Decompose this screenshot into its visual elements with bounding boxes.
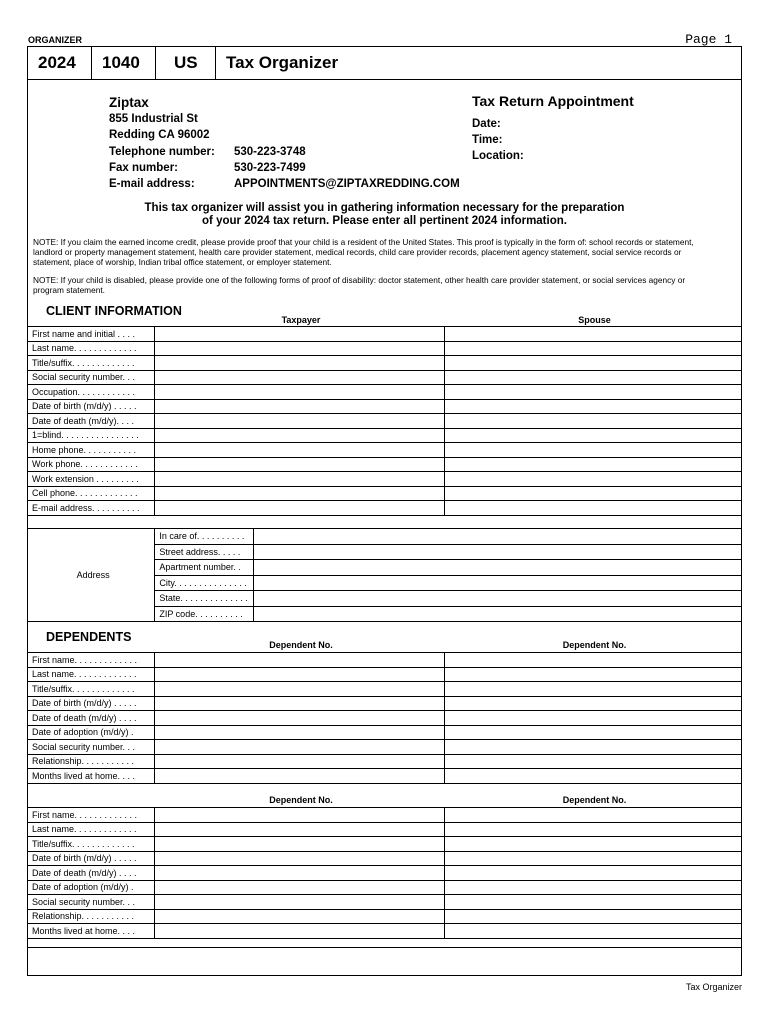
client-row-label: Date of death (m/d/y). . . . (28, 414, 155, 429)
address-field[interactable] (254, 591, 741, 607)
dependent-row-label: Date of birth (m/d/y) . . . . . (28, 851, 155, 866)
dependent-field-left[interactable] (155, 711, 445, 726)
phone-label: Telephone number: (109, 146, 215, 158)
client-row-label: Home phone. . . . . . . . . . . (28, 443, 155, 458)
email-value: APPOINTMENTS@ZIPTAXREDDING.COM (234, 178, 460, 190)
client-field-left[interactable] (155, 428, 445, 443)
client-field-left[interactable] (155, 385, 445, 400)
dependent-4-header: Dependent No. (562, 795, 627, 805)
client-row (28, 414, 741, 429)
client-row-label: Occupation. . . . . . . . . . . . (28, 385, 155, 400)
firm-city: Redding CA 96002 (109, 129, 210, 141)
client-row-label: Date of birth (m/d/y) . . . . . (28, 399, 155, 414)
dependent-field-left[interactable] (155, 822, 445, 837)
client-field-right[interactable] (444, 341, 741, 356)
footer-divider (28, 947, 741, 948)
fax-value: 530-223-7499 (234, 162, 306, 174)
dependent-row (28, 754, 741, 769)
client-row (28, 443, 741, 458)
footer-label: Tax Organizer (685, 982, 742, 992)
dependent-row-label: Date of adoption (m/d/y) . (28, 880, 155, 895)
client-field-right[interactable] (444, 399, 741, 414)
appointment-location-label: Location: (472, 150, 524, 162)
client-field-right[interactable] (444, 370, 741, 385)
dependent-field-left[interactable] (155, 909, 445, 924)
dependent-field-right[interactable] (444, 711, 741, 726)
dependent-row (28, 924, 741, 939)
client-field-left[interactable] (155, 486, 445, 501)
client-field-right[interactable] (444, 385, 741, 400)
note-eic: NOTE: If you claim the earned income credit, please provide proof that your child is a resident of the United States. This proof is typically in the form of: school records or statement, landlord or property management statement, health care provider statement, medical records, child care provider records, placement agency statement, social service records or statement, place of worship, Indian tribal office statement, or employer statement. (33, 237, 694, 267)
dependent-field-left[interactable] (155, 725, 445, 740)
address-sub-label: Apartment number. . (155, 560, 254, 576)
dependent-field-left[interactable] (155, 808, 445, 823)
client-row-label: Social security number. . . (28, 370, 155, 385)
appointment-time-label: Time: (472, 134, 503, 146)
dependent-row-label: Last name. . . . . . . . . . . . . (28, 667, 155, 682)
dependent-row (28, 895, 741, 910)
dependent-row-label: Months lived at home. . . . (28, 769, 155, 784)
dependent-field-left[interactable] (155, 924, 445, 939)
dependent-field-left[interactable] (155, 880, 445, 895)
country: US (156, 47, 216, 79)
dependent-field-right[interactable] (444, 682, 741, 697)
dependent-row-label: First name. . . . . . . . . . . . . (28, 653, 155, 668)
dependents-title: DEPENDENTS (46, 630, 132, 644)
address-table (28, 528, 741, 622)
client-field-left[interactable] (155, 457, 445, 472)
intro-line-2: of your 2024 tax return. Please enter all pertinent 2024 information. (202, 215, 567, 227)
dependent-field-left[interactable] (155, 837, 445, 852)
client-row (28, 327, 741, 342)
dependent-row (28, 880, 741, 895)
dependent-row (28, 667, 741, 682)
client-field-left[interactable] (155, 356, 445, 371)
client-row-label: First name and initial . . . . (28, 327, 155, 342)
phone-value: 530-223-3748 (234, 146, 306, 158)
client-field-right[interactable] (444, 356, 741, 371)
dependent-field-right[interactable] (444, 866, 741, 881)
client-field-left[interactable] (155, 501, 445, 516)
client-field-left[interactable] (155, 327, 445, 342)
dependent-row (28, 866, 741, 881)
dependent-field-left[interactable] (155, 653, 445, 668)
dependent-field-right[interactable] (444, 754, 741, 769)
dependent-row (28, 808, 741, 823)
address-row (28, 529, 741, 545)
client-field-right[interactable] (444, 457, 741, 472)
intro-text (28, 202, 741, 228)
dependent-row (28, 682, 741, 697)
client-row (28, 399, 741, 414)
dependent-field-right[interactable] (444, 667, 741, 682)
address-field[interactable] (254, 544, 741, 560)
tax-year: 2024 (28, 47, 92, 79)
dependent-field-right[interactable] (444, 837, 741, 852)
dependents-table-1 (28, 652, 741, 784)
dependent-field-left[interactable] (155, 696, 445, 711)
appointment-date-label: Date: (472, 118, 501, 130)
dependent-row-label: Date of death (m/d/y) . . . . (28, 866, 155, 881)
dependent-field-right[interactable] (444, 851, 741, 866)
address-field[interactable] (254, 606, 741, 622)
client-row-label: Work phone. . . . . . . . . . . . (28, 457, 155, 472)
client-info-table (28, 326, 741, 516)
dependent-field-right[interactable] (444, 924, 741, 939)
dependent-field-right[interactable] (444, 909, 741, 924)
page-number: Page 1 (685, 32, 732, 47)
email-label: E-mail address: (109, 178, 195, 190)
dependent-2-header: Dependent No. (562, 640, 627, 650)
dependent-row (28, 725, 741, 740)
dependent-row-label: Relationship. . . . . . . . . . . (28, 754, 155, 769)
client-row (28, 341, 741, 356)
dependent-field-left[interactable] (155, 754, 445, 769)
address-sub-label: Street address. . . . . (155, 544, 254, 560)
dependent-field-right[interactable] (444, 808, 741, 823)
address-field[interactable] (254, 575, 741, 591)
dependent-row-label: Social security number. . . (28, 740, 155, 755)
appointment-title: Tax Return Appointment (472, 93, 634, 109)
dependent-row (28, 696, 741, 711)
dependent-field-left[interactable] (155, 769, 445, 784)
client-row-label: E-mail address. . . . . . . . . . (28, 501, 155, 516)
fax-label: Fax number: (109, 162, 179, 174)
dependent-row-label: Last name. . . . . . . . . . . . . (28, 822, 155, 837)
dependent-field-left[interactable] (155, 895, 445, 910)
address-sub-label: In care of. . . . . . . . . . (155, 529, 254, 545)
dependent-field-left[interactable] (155, 667, 445, 682)
address-label: Address (28, 529, 155, 622)
dependent-3-header: Dependent No. (269, 795, 333, 805)
client-field-right[interactable] (444, 414, 741, 429)
dependent-row-label: Date of birth (m/d/y) . . . . . (28, 696, 155, 711)
form-number: 1040 (92, 47, 156, 79)
dependent-field-right[interactable] (444, 696, 741, 711)
firm-name: Ziptax (109, 95, 149, 110)
client-field-left[interactable] (155, 370, 445, 385)
address-field[interactable] (254, 529, 741, 545)
dependent-field-right[interactable] (444, 895, 741, 910)
dependents-table-2 (28, 807, 741, 939)
dependent-row (28, 851, 741, 866)
dependent-field-left[interactable] (155, 866, 445, 881)
client-field-left[interactable] (155, 399, 445, 414)
client-row (28, 385, 741, 400)
client-row-label: Work extension . . . . . . . . . (28, 472, 155, 487)
dependent-row-label: Social security number. . . (28, 895, 155, 910)
client-row (28, 370, 741, 385)
client-row (28, 472, 741, 487)
dependent-field-left[interactable] (155, 740, 445, 755)
dependent-field-right[interactable] (444, 880, 741, 895)
dependent-row-label: Date of death (m/d/y) . . . . (28, 711, 155, 726)
dependent-row (28, 740, 741, 755)
dependent-row (28, 711, 741, 726)
client-info-title: CLIENT INFORMATION (46, 304, 182, 318)
address-sub-label: ZIP code. . . . . . . . . . (155, 606, 254, 622)
dependent-field-right[interactable] (444, 740, 741, 755)
dependent-row-label: Date of adoption (m/d/y) . (28, 725, 155, 740)
client-field-left[interactable] (155, 341, 445, 356)
dependent-field-left[interactable] (155, 682, 445, 697)
firm-street: 855 Industrial St (109, 113, 198, 125)
organizer-form (27, 46, 742, 976)
client-row (28, 428, 741, 443)
address-field[interactable] (254, 560, 741, 576)
client-row (28, 457, 741, 472)
client-row (28, 486, 741, 501)
dependent-field-right[interactable] (444, 769, 741, 784)
note-disabled: NOTE: If your child is disabled, please provide one of the following forms of proof of disability: doctor statement, other health care provider statement, or social services agency or program statement. (33, 275, 686, 295)
client-field-left[interactable] (155, 414, 445, 429)
dependent-row (28, 837, 741, 852)
intro-line-1: This tax organizer will assist you in gathering information necessary for the preparation (144, 202, 625, 214)
dependent-field-right[interactable] (444, 653, 741, 668)
dependent-field-right[interactable] (444, 822, 741, 837)
dependent-1-header: Dependent No. (269, 640, 333, 650)
dependent-row-label: Title/suffix. . . . . . . . . . . . . (28, 837, 155, 852)
client-field-right[interactable] (444, 428, 741, 443)
form-header (28, 47, 741, 80)
client-row (28, 356, 741, 371)
address-sub-label: City. . . . . . . . . . . . . . . (155, 575, 254, 591)
form-title: Tax Organizer (226, 53, 339, 72)
client-field-right[interactable] (444, 501, 741, 516)
client-row-label: 1=blind. . . . . . . . . . . . . . . . (28, 428, 155, 443)
client-field-right[interactable] (444, 443, 741, 458)
client-row-label: Cell phone. . . . . . . . . . . . . (28, 486, 155, 501)
address-sub-label: State. . . . . . . . . . . . . . (155, 591, 254, 607)
client-row-label: Title/suffix. . . . . . . . . . . . . (28, 356, 155, 371)
client-row-label: Last name. . . . . . . . . . . . . (28, 341, 155, 356)
client-field-right[interactable] (444, 486, 741, 501)
dependent-field-left[interactable] (155, 851, 445, 866)
dependent-field-right[interactable] (444, 725, 741, 740)
taxpayer-column-header: Taxpayer (281, 315, 321, 325)
client-field-left[interactable] (155, 472, 445, 487)
client-field-left[interactable] (155, 443, 445, 458)
dependent-row-label: Relationship. . . . . . . . . . . (28, 909, 155, 924)
client-field-right[interactable] (444, 472, 741, 487)
client-row (28, 501, 741, 516)
dependent-row (28, 909, 741, 924)
spouse-column-header: Spouse (578, 315, 611, 325)
dependent-row-label: First name. . . . . . . . . . . . . (28, 808, 155, 823)
dependent-row (28, 769, 741, 784)
dependent-row-label: Months lived at home. . . . (28, 924, 155, 939)
dependent-row (28, 822, 741, 837)
organizer-label: ORGANIZER (28, 35, 82, 45)
dependent-row-label: Title/suffix. . . . . . . . . . . . . (28, 682, 155, 697)
client-field-right[interactable] (444, 327, 741, 342)
dependent-row (28, 653, 741, 668)
